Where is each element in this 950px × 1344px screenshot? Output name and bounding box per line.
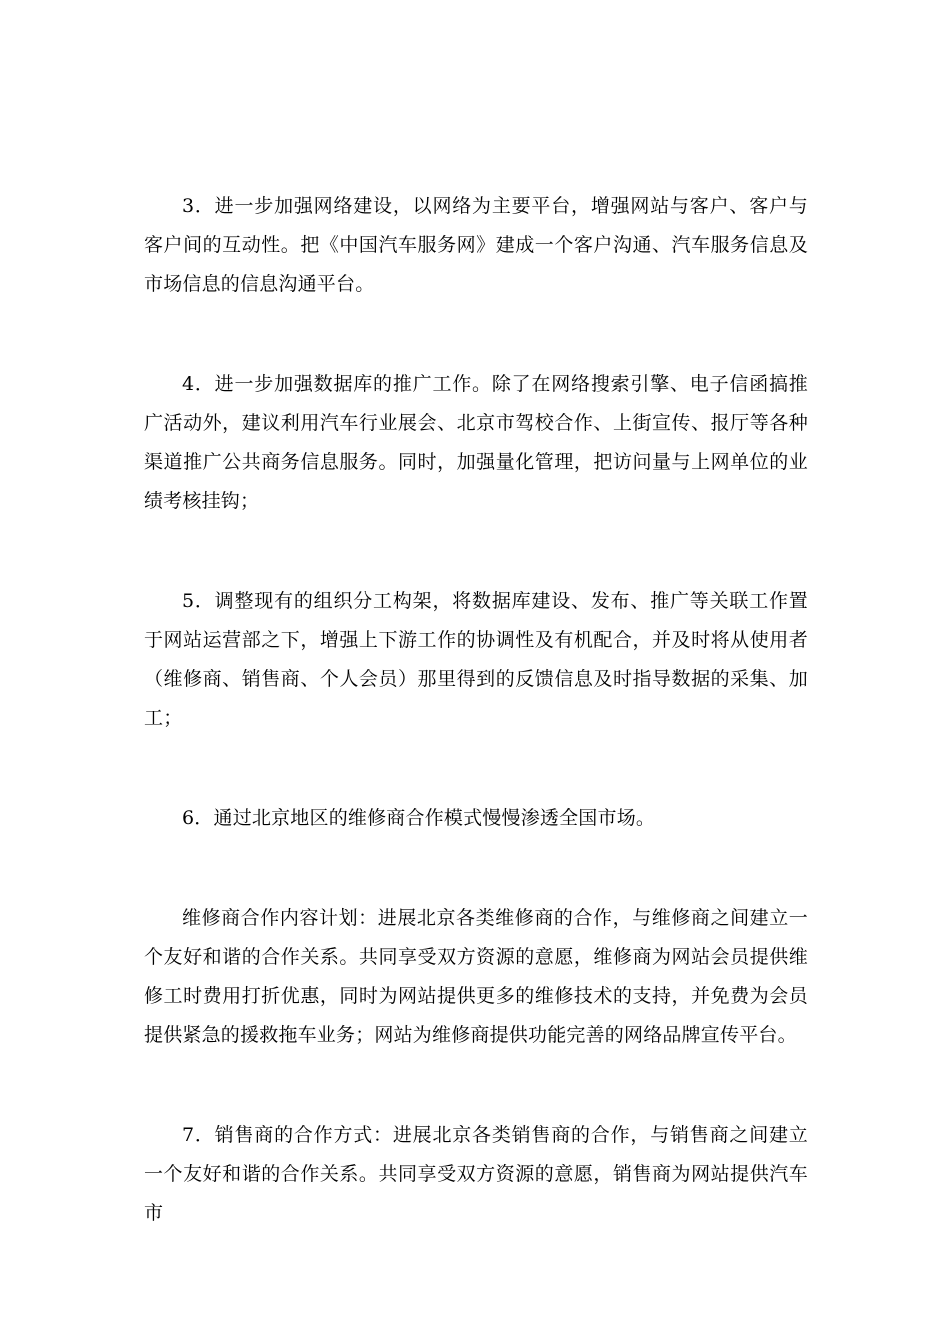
paragraph-3-network-building: 3．进一步加强网络建设，以网络为主要平台，增强网站与客户、客户与客户间的互动性。把《中国汽车服务网》建成一个客户沟通、汽车服务信息及市场信息的信息沟通平台。 (144, 195, 808, 295)
paragraph-5-organization-structure: 5．调整现有的组织分工构架，将数据库建设、发布、推广等关联工作置于网站运营部之下，增强上下游工作的协调性及有机配合，并及时将从使用者（维修商、销售商、个人会员）那里得到的反馈信息及时指导数据的采集、加工； (144, 590, 808, 729)
paragraph-7-dealer-cooperation: 7．销售商的合作方式：进展北京各类销售商的合作，与销售商之间建立一个友好和谐的合作关系。共同享受双方资源的意愿，销售商为网站提供汽车市 (144, 1124, 808, 1224)
paragraph-6-national-market: 6．通过北京地区的维修商合作模式慢慢渗透全国市场。 (182, 807, 656, 829)
paragraph-repair-partner-plan: 维修商合作内容计划：进展北京各类维修商的合作，与维修商之间建立一个友好和谐的合作关系。共同享受双方资源的意愿，维修商为网站会员提供维修工时费用打折优惠，同时为网站提供更多的维修技术的支持，并免费为会员提供紧急的援救拖车业务；网站为维修商提供功能完善的网络品牌宣传平台。 (144, 907, 808, 1046)
paragraph-4-database-promotion: 4．进一步加强数据库的推广工作。除了在网络搜索引擎、电子信函搞推广活动外，建议利用汽车行业展会、北京市驾校合作、上街宣传、报厅等各种渠道推广公共商务信息服务。同时，加强量化管理，把访问量与上网单位的业绩考核挂钩； (144, 373, 808, 512)
